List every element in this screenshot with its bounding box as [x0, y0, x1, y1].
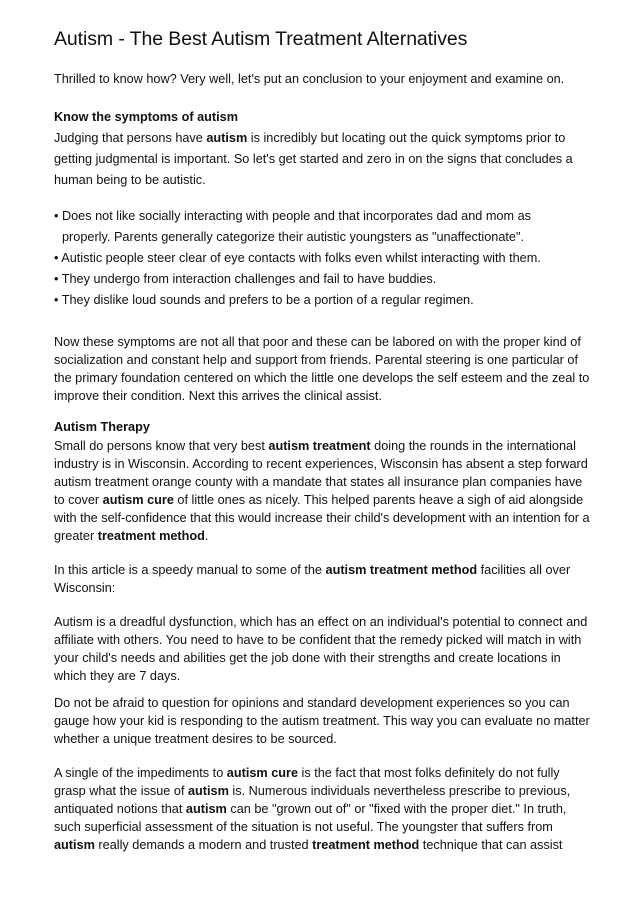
symptoms-bullet-list [54, 206, 594, 311]
paragraph-single: A single of the impediments to autism cure is the fact that most folks definitely do not fully grasp what the issue of autism is. Numerous individuals nevertheless prescribe to previous, antiquated notions that autism can be "grown out of" or "fixed with the proper diet." In truth, such superficial assessment of the situation is not useful. The youngster that suffers from autism really demands a modern and trusted treatment method technique that can assist [54, 766, 571, 852]
bold-term: autism treatment [268, 439, 371, 453]
paragraph-dysfunction: Autism is a dreadful dysfunction, which has an effect on an individual's potential to connect and affiliate with others. You need to have to be confident that the remedy picked will match in with your child's needs and abilities get the job done with their strengths and create locations in which they are 7 days. [54, 615, 588, 683]
bold-term: autism [185, 802, 227, 816]
therapy-heading: Autism Therapy [54, 420, 150, 434]
bullet-item: • Autistic people steer clear of eye contacts with folks even whilst interacting with them. [54, 251, 541, 265]
bold-term: autism [54, 838, 95, 852]
bold-term: autism cure [226, 766, 299, 780]
bullet-item: • They dislike loud sounds and prefers to be a portion of a regular regimen. [54, 293, 474, 307]
bullet-item-continuation: properly. Parents generally categorize their autistic youngsters as "unaffectionate". [62, 230, 525, 244]
bold-term: autism treatment method [325, 563, 478, 577]
bold-term: autism cure [102, 493, 174, 507]
therapy-paragraph: Small do persons know that very best autism treatment doing the rounds in the international industry is in Wisconsin. According to recent experiences, Wisconsin has absent a step forward autism treatment orange county with a mandate that states all insurance plan companies have to cover autism cure of little ones as nicely. This helped parents heave a sigh of aid alongside with the self-confidence that this would increase their child's development with an intention for a greater treatment method. [54, 439, 590, 543]
bold-term: treatment method [312, 838, 420, 852]
bullet-item: • Does not like socially interacting with people and that incorporates dad and mom as [54, 209, 531, 223]
symptoms-paragraph: Judging that persons have autism is incredibly but locating out the quick symptoms prior to getting judgmental is important. So let's get started and zero in on the signs that concludes a human being to be autistic. [54, 131, 573, 187]
page-title: Autism - The Best Autism Treatment Alternatives [54, 28, 468, 50]
symptoms-heading: Know the symptoms of autism [54, 110, 238, 124]
bold-term: autism [206, 131, 248, 145]
bold-term: treatment method [97, 529, 205, 543]
paragraph-afraid: Do not be afraid to question for opinions and standard development experiences so you can gauge how your kid is responding to the autism treatment. This way you can evaluate no matter whether a unique treatment desires to be sourced. [54, 696, 590, 746]
bold-term: autism [188, 784, 229, 798]
paragraph-now: Now these symptoms are not all that poor and these can be labored on with the proper kind of socialization and constant help and support from friends. Parental steering is one particular of the primary foundation centered on which the little one develops the self esteem and the zeal to improve their condition. Next this arrives the clinical assist. [54, 335, 590, 403]
bullet-item: • They undergo from interaction challenges and fail to have buddies. [54, 272, 437, 286]
intro-paragraph: Thrilled to know how? Very well, let's put an conclusion to your enjoyment and examine on. [54, 72, 565, 86]
paragraph-article: In this article is a speedy manual to some of the autism treatment method facilities all over Wisconsin: [54, 563, 571, 595]
